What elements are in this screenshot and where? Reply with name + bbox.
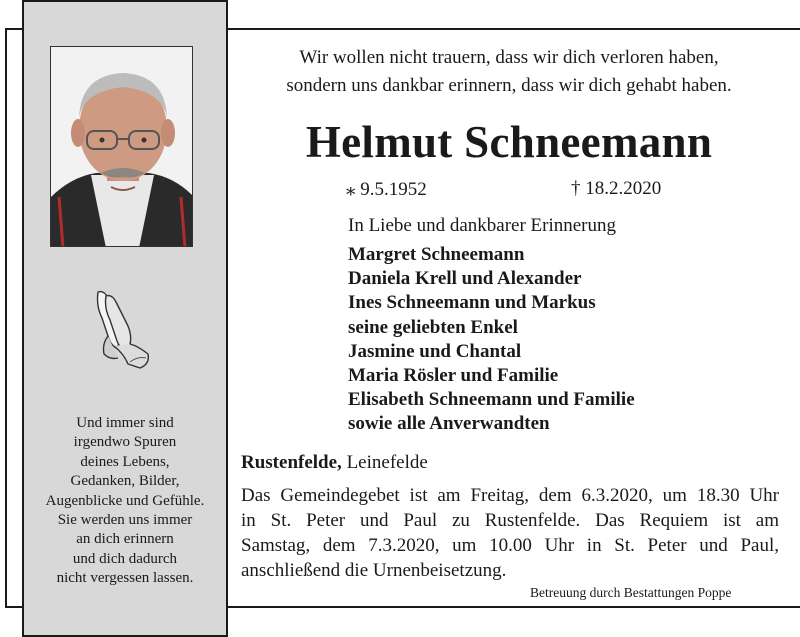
quote-line-2: sondern uns dankbar erinnern, dass wir dich gehabt haben. [286, 75, 732, 96]
sidebar-poem [28, 414, 222, 589]
praying-hands-icon [88, 288, 154, 370]
notice-line: in St. Peter und Paul zu Rustenfelde. Das Requiem ist am [241, 510, 779, 531]
place-town: Rustenfelde, [241, 452, 342, 473]
mourner-item: Elisabeth Schneemann und Familie [348, 389, 635, 411]
poem-line: Gedanken, Bilder, [70, 473, 180, 490]
mourner-item: Jasmine und Chantal [348, 340, 522, 362]
poem-line: irgendwo Spuren [73, 434, 177, 451]
remembrance-intro: In Liebe und dankbarer Erinnerung [348, 215, 617, 236]
notice-line: anschließend die Urnenbeisetzung. [241, 560, 507, 581]
funeral-home-credit: Betreuung durch Bestattungen Poppe [530, 585, 732, 600]
service-notice [241, 483, 779, 583]
poem-line: Sie werden uns immer [57, 512, 193, 529]
mourner-item: sowie alle Anverwandten [348, 413, 550, 435]
poem-line: deines Lebens, [80, 453, 170, 470]
deceased-name: Helmut Schneemann [305, 117, 713, 167]
birth-date: ⁎ 9.5.1952 [346, 179, 427, 200]
poem-line: nicht vergessen lassen. [56, 570, 194, 587]
place-line [241, 452, 428, 474]
death-date: † 18.2.2020 [571, 178, 662, 199]
poem-line: und dich dadurch [72, 550, 178, 567]
place-other: Leinefelde [346, 452, 428, 473]
notice-line: Das Gemeindegebet ist am Freitag, dem 6.3.2020, um 18.30 Uhr [241, 485, 779, 506]
quote-line-1: Wir wollen nicht trauern, dass wir dich verloren haben, [299, 47, 719, 68]
mourner-item: Daniela Krell und Alexander [348, 268, 582, 290]
mourner-item: Ines Schneemann und Markus [348, 292, 596, 314]
mourners-list [348, 243, 635, 437]
poem-line: Augenblicke und Gefühle. [45, 492, 205, 509]
mourner-item: Maria Rösler und Familie [348, 365, 559, 387]
portrait-photo [50, 46, 193, 247]
poem-line: Und immer sind [76, 415, 174, 431]
poem-line: an dich erinnern [76, 531, 174, 548]
mourner-item: seine geliebten Enkel [348, 316, 518, 338]
notice-line: Samstag, dem 7.3.2020, um 10.00 Uhr in St. Peter und Paul, [241, 535, 779, 556]
opening-quote [240, 44, 778, 100]
mourner-item: Margret Schneemann [348, 244, 525, 265]
